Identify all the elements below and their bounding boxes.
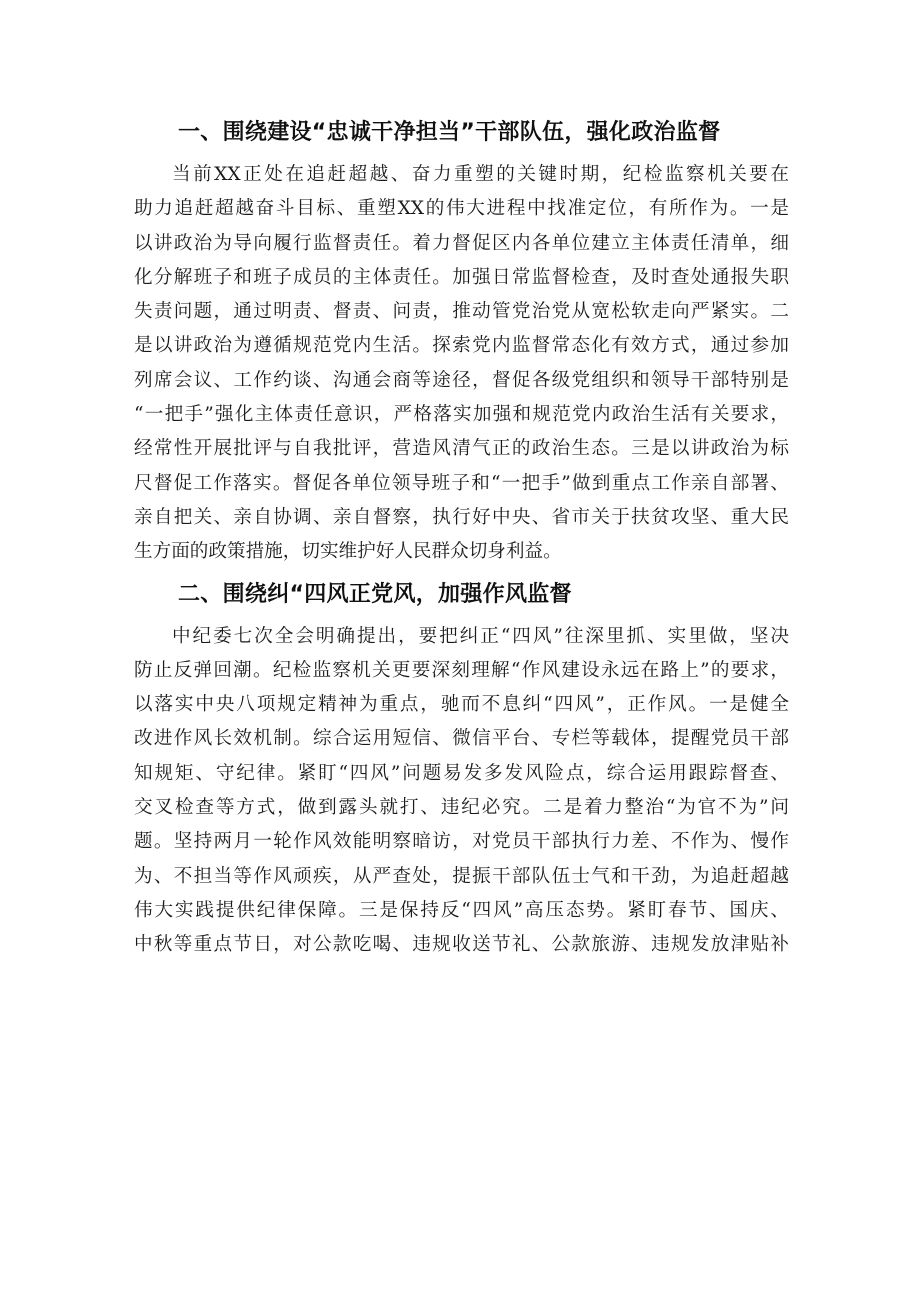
section-heading: 二、围绕纠“四风正党风，加强作风监督 xyxy=(178,581,572,607)
paragraph-line: 经常性开展批评与自我批评，营造风清气正的政治生态。三是以讲政治为标 xyxy=(134,438,789,460)
paragraph-line: 题。坚持两月一轮作风效能明察暗访，对党员干部执行力差、不作为、慢作 xyxy=(134,831,789,853)
paragraph-line: 伟大实践提供纪律保障。三是保持反“四风”高压态势。紧盯春节、国庆、 xyxy=(134,899,789,921)
paragraph-line: 助力追赶超越奋斗目标、重塑XX的伟大进程中找准定位，有所作为。一是 xyxy=(134,198,789,220)
paragraph-line: 是以讲政治为遵循规范党内生活。探索党内监督常态化有效方式，通过参加 xyxy=(134,335,789,357)
paragraph-line: 列席会议、工作约谈、沟通会商等途径，督促各级党组织和领导干部特别是 xyxy=(134,369,789,391)
paragraph-line: 交叉检查等方式，做到露头就打、违纪必究。二是着力整治“为官不为”问 xyxy=(134,797,789,819)
paragraph-line: 知规矩、守纪律。紧盯“四风”问题易发多发风险点，综合运用跟踪督查、 xyxy=(134,762,789,784)
paragraph-line: 失责问题，通过明责、督责、问责，推动管党治党从宽松软走向严紧实。二 xyxy=(134,301,789,323)
paragraph-line: 以讲政治为导向履行监督责任。着力督促区内各单位建立主体责任清单，细 xyxy=(134,232,789,254)
paragraph-line: 中纪委七次全会明确提出，要把纠正“四风”往深里抓、实里做，坚决 xyxy=(172,625,789,647)
paragraph-line: 当前XX正处在追赶超越、奋力重塑的关键时期，纪检监察机关要在 xyxy=(172,164,789,185)
document-page xyxy=(134,112,789,963)
paragraph-line: 化分解班子和班子成员的主体责任。加强日常监督检查，及时查处通报失职 xyxy=(134,266,789,288)
paragraph-line: 中秋等重点节日，对公款吃喝、违规收送节礼、公款旅游、违规发放津贴补 xyxy=(134,934,789,956)
paragraph-line: 防止反弹回潮。纪检监察机关更要深刻理解“作风建设永远在路上”的要求， xyxy=(134,659,789,681)
paragraph-line: 生方面的政策措施，切实维护好人民群众切身利益。 xyxy=(134,541,562,563)
paragraph-line: 尺督促工作落实。督促各单位领导班子和“一把手”做到重点工作亲自部署、 xyxy=(134,472,789,494)
paragraph-line: 以落实中央八项规定精神为重点，驰而不息纠“四风”，正作风。一是健全 xyxy=(134,694,789,716)
paragraph-line: 为、不担当等作风顽疾，从严查处，提振干部队伍士气和干劲，为追赶超越 xyxy=(134,865,789,887)
section-heading: 一、围绕建设“忠诚干净担当”干部队伍，强化政治监督 xyxy=(178,120,721,145)
paragraph-line: “一把手”强化主体责任意识，严格落实加强和规范党内政治生活有关要求， xyxy=(134,404,789,426)
paragraph-line: 亲自把关、亲自协调、亲自督察，执行好中央、省市关于扶贫攻坚、重大民 xyxy=(134,506,789,528)
paragraph-line: 改进作风长效机制。综合运用短信、微信平台、专栏等载体，提醒党员干部 xyxy=(134,728,789,750)
